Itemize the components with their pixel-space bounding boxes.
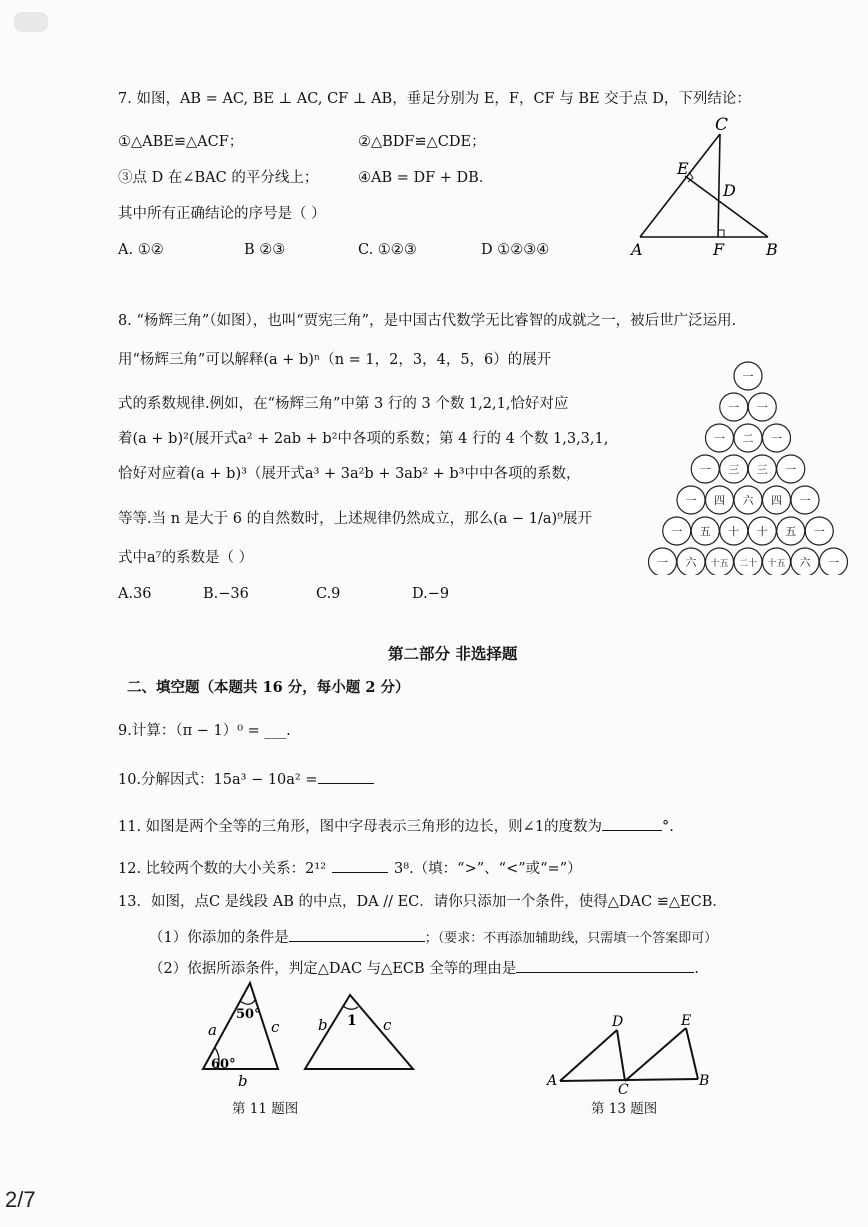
q12-text: 12. 比较两个数的大小关系：2¹²	[118, 861, 327, 877]
triangle-cell	[791, 486, 819, 514]
q7-conclusion-1: ①△ABE≌△ACF；	[118, 134, 244, 150]
triangle-cell-label: 一	[685, 494, 697, 507]
triangle-cell	[720, 393, 748, 421]
figure-13	[540, 1010, 715, 1095]
q13-stem: 13．如图，点C 是线段 AB 的中点，DA // EC．请你只添加一个条件，使得△DAC ≌△ECB．	[118, 894, 727, 910]
triangle-cell-label: 三	[728, 463, 740, 476]
triangle-cell	[777, 517, 805, 545]
triangle-cell	[677, 548, 705, 575]
fig11-label-b2: b	[318, 1016, 328, 1034]
triangle-cell	[763, 424, 791, 452]
q9: 9.计算：（π − 1）⁰ = ___.	[118, 723, 291, 739]
triangle-cell	[791, 548, 819, 575]
q11-answer-blank[interactable]	[602, 816, 662, 831]
q7-figure	[625, 112, 795, 262]
triangle-cell-label: 一	[785, 463, 797, 476]
q7-label-F: F	[713, 240, 725, 259]
triangle-cell-label: 二十	[738, 559, 758, 569]
triangle-cell	[663, 517, 691, 545]
q8-option-d: D.−9	[412, 586, 450, 602]
triangle-cell	[706, 424, 734, 452]
triangle-cell-label: 一	[671, 525, 683, 538]
triangle-cell	[777, 455, 805, 483]
triangle-cell	[706, 548, 734, 575]
q7-conclusion-2: ②△BDF≌△CDE；	[358, 134, 486, 150]
q7-conclusion-3: ③点 D 在∠BAC 的平分线上；	[118, 170, 319, 186]
fig13-label-C: C	[618, 1082, 629, 1095]
triangle-cell-label: 一	[799, 494, 811, 507]
q8-line-3: 式的系数规律.例如，在“杨辉三角”中第 3 行的 3 个数 1,2,1,恰好对应	[118, 396, 569, 412]
triangle-cell-label: 一	[728, 401, 740, 414]
q13-part-1-text: （1）你添加的条件是	[149, 930, 289, 946]
triangle-cell	[748, 455, 776, 483]
q8-line-6: 等等.当 n 是大于 6 的自然数时，上述规律仍然成立，那么(a − 1/a)⁹展开	[118, 511, 593, 527]
q11	[118, 816, 674, 835]
triangle-cell	[763, 486, 791, 514]
q7-option-d: D ①②③④	[481, 242, 550, 258]
fig11-label-c2: c	[383, 1016, 392, 1034]
fig13-label-A: A	[547, 1073, 558, 1089]
triangle-cell	[748, 517, 776, 545]
fig13-caption: 第 13 题图	[591, 1101, 658, 1117]
q7-ask: 其中所有正确结论的序号是（ ）	[118, 206, 326, 222]
q8-line-7: 式中a⁷的系数是（ ）	[118, 550, 254, 566]
q12-answer-blank[interactable]	[332, 858, 388, 873]
triangle-cell-label: 六	[799, 556, 811, 569]
figure-11	[195, 978, 425, 1090]
fig11-label-b: b	[238, 1072, 248, 1090]
page-number: 2/7	[5, 1187, 36, 1212]
q7-conclusion-4: ④AB = DF + DB．	[358, 170, 494, 186]
triangle-cell	[734, 548, 762, 575]
part2-title: 第二部分 非选择题	[388, 644, 518, 663]
triangle-cell	[677, 486, 705, 514]
q11-suffix: °.	[662, 819, 674, 835]
triangle-cell-label: 一	[657, 556, 668, 569]
triangle-cell-label: 一	[813, 525, 825, 538]
fig13-label-B: B	[699, 1073, 710, 1089]
q7-option-b: B ②③	[244, 242, 286, 258]
q8-line-5: 恰好对应着(a + b)³（展开式a³ + 3a²b + 3ab² + b³中中各项的系数，	[118, 466, 581, 482]
triangle-cell	[649, 548, 677, 575]
fig13-label-D: D	[612, 1014, 624, 1030]
triangle-cell	[706, 486, 734, 514]
q7-option-a: A. ①②	[118, 242, 164, 258]
q8-option-b: B.−36	[203, 586, 249, 602]
q7-option-c: C. ①②③	[358, 242, 417, 258]
q7-label-D: D	[723, 181, 736, 200]
triangle-cell	[820, 548, 848, 575]
q13-part-1	[149, 927, 717, 946]
fig11-label-a: a	[208, 1021, 217, 1039]
q13-part-2-blank[interactable]	[516, 958, 694, 973]
q10-answer-blank[interactable]	[318, 769, 374, 784]
q7-label-E: E	[677, 159, 689, 178]
triangle-cell-label: 十五	[710, 559, 729, 569]
triangle-cell	[734, 486, 762, 514]
q11-text: 11. 如图是两个全等的三角形，图中字母表示三角形的边长，则∠1的度数为	[118, 819, 603, 835]
fig11-label-ang50: 50°	[236, 1007, 261, 1022]
triangle-cell-label: 一	[714, 432, 725, 445]
triangle-cell	[720, 517, 748, 545]
triangle-cell	[691, 517, 719, 545]
fig11-label-c: c	[271, 1018, 280, 1036]
q13-part-1-note: ；（要求：不再添加辅助线，只需填一个答案即可）	[424, 931, 718, 946]
fig11-label-ang60: 60°	[211, 1057, 236, 1072]
triangle-cell	[691, 455, 719, 483]
triangle-cell-label: 一	[756, 401, 768, 414]
triangle-cell	[763, 548, 791, 575]
q8-line-2: 用“杨辉三角”可以解释(a + b)ⁿ（n = 1，2，3，4，5，6）的展开	[118, 352, 552, 368]
yanghui-triangle-figure	[630, 360, 866, 575]
triangle-cell-label: 五	[699, 525, 711, 538]
yanghui-triangle-svg	[630, 360, 866, 575]
triangle-cell-label: 十	[728, 525, 740, 538]
q13-part-2-end: .	[694, 961, 699, 977]
fill-blank-section-heading: 二、填空题（本题共 16 分，每小题 2 分）	[127, 679, 410, 696]
triangle-cell-label: 六	[685, 556, 697, 569]
triangle-cell-label: 一	[742, 370, 754, 383]
scan-artifact	[14, 12, 48, 32]
triangle-cell	[720, 455, 748, 483]
fig13-label-E: E	[681, 1013, 692, 1029]
q8-option-c: C.9	[316, 586, 341, 602]
q10-text: 10.分解因式：15a³ − 10a² =	[118, 772, 318, 788]
triangle-cell-label: 一	[699, 463, 711, 476]
triangle-cell-label: 四	[771, 494, 782, 507]
q8-line-1: 8. “杨辉三角”（如图），也叫“贾宪三角”，是中国古代数学无比睿智的成就之一，被后世广泛运用.	[118, 313, 737, 329]
triangle-cell	[805, 517, 833, 545]
q13-part-2-text: （2）依据所添条件，判定△DAC 与△ECB 全等的理由是	[149, 961, 517, 977]
q8-line-4: 着(a + b)²(展开式a² + 2ab + b²中各项的系数；第 4 行的 4 个数 1,3,3,1,	[118, 431, 609, 447]
triangle-cell-label: 三	[756, 463, 768, 476]
q8-option-a: A.36	[118, 586, 152, 602]
q10	[118, 769, 374, 788]
q7-label-A: A	[631, 240, 643, 259]
triangle-cell	[734, 424, 762, 452]
q12-instruction: 3⁸.（填：“>”、“<”或“=”）	[394, 861, 582, 877]
q12	[118, 858, 582, 877]
triangle-cell-label: 一	[828, 556, 839, 569]
fig11-label-1: 1	[347, 1013, 357, 1029]
q7-label-C: C	[715, 115, 729, 135]
fig11-caption: 第 11 题图	[232, 1101, 299, 1117]
triangle-cell-label: 十五	[767, 559, 786, 569]
triangle-cell-label: 十	[756, 525, 768, 538]
q13-part-2	[149, 958, 699, 977]
triangle-cell-label: 四	[714, 494, 725, 507]
triangle-cell-label: 五	[785, 525, 797, 538]
triangle-cell	[734, 362, 762, 390]
q13-part-1-blank[interactable]	[289, 927, 425, 942]
q7-label-B: B	[766, 240, 778, 259]
triangle-cell-label: 一	[771, 432, 782, 445]
q7-stem: 7. 如图，AB = AC, BE ⊥ AC, CF ⊥ AB，垂足分别为 E，F，CF 与 BE 交于点 D，下列结论：	[118, 91, 751, 107]
triangle-cell-label: 二	[742, 432, 754, 445]
triangle-cell	[748, 393, 776, 421]
triangle-cell-label: 六	[742, 494, 754, 507]
